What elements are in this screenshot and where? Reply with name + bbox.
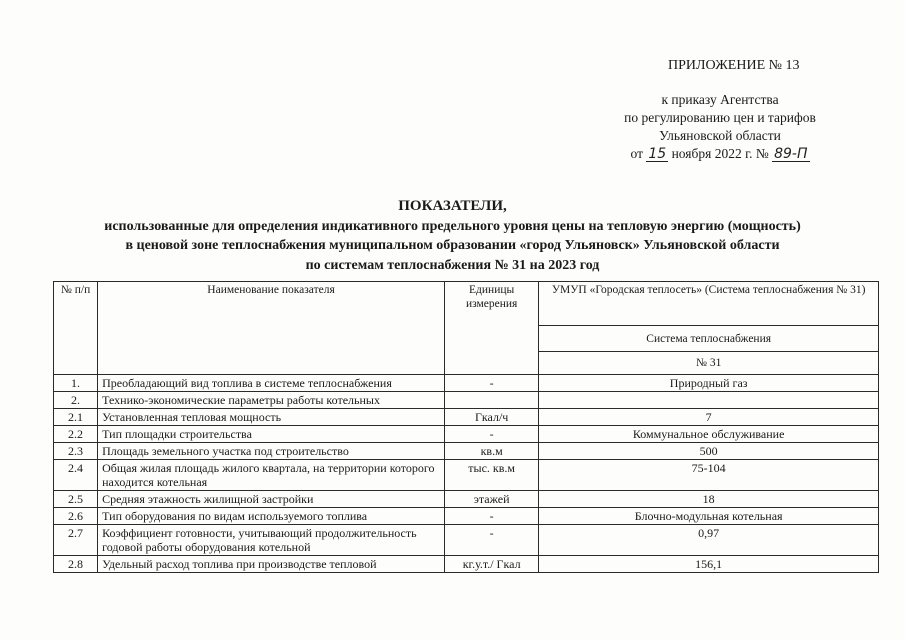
- header-name: Наименование показателя: [98, 282, 445, 375]
- row-name-cell: Тип площадки строительства: [98, 426, 445, 443]
- row-name-cell: Средняя этажность жилищной застройки: [98, 491, 445, 508]
- header-num: № п/п: [54, 282, 98, 375]
- header-unit: Единицы измерения: [444, 282, 538, 375]
- handwritten-order-number: 89-П: [774, 146, 808, 162]
- order-line-1: к приказу Агентства: [661, 92, 779, 107]
- date-prefix: от: [630, 146, 643, 161]
- row-unit-cell: -: [444, 426, 538, 443]
- row-unit-cell: Гкал/ч: [444, 409, 538, 426]
- table-row: [54, 392, 879, 409]
- row-name-cell: Установленная тепловая мощность: [98, 409, 445, 426]
- title-line-4: по системам теплоснабжения № 31 на 2023 год: [305, 257, 600, 273]
- row-name-cell: Площадь земельного участка под строительство: [98, 443, 445, 460]
- header-system-no: № 31: [539, 352, 879, 375]
- row-unit-cell: этажей: [444, 491, 538, 508]
- row-value-cell: [539, 392, 879, 409]
- row-value-cell: Природный газ: [539, 375, 879, 392]
- row-num-cell: 1.: [54, 375, 98, 392]
- row-value-cell: 500: [539, 443, 879, 460]
- row-value-cell: 156,1: [539, 556, 879, 573]
- document-title: [60, 197, 845, 275]
- header-org: УМУП «Городская теплосеть» (Система теплоснабжения № 31): [539, 282, 879, 326]
- row-name-cell: Технико-экономические параметры работы котельных: [98, 392, 445, 409]
- row-num-cell: 2.2: [54, 426, 98, 443]
- row-name-cell: Удельный расход топлива при производстве тепловой: [98, 556, 445, 573]
- order-line-2: по регулированию цен и тарифов: [624, 110, 816, 125]
- table-row: [54, 443, 879, 460]
- table-row: [54, 426, 879, 443]
- row-unit-cell: -: [444, 525, 538, 556]
- table-row: [54, 508, 879, 525]
- row-num-cell: 2.6: [54, 508, 98, 525]
- title-line-1: ПОКАЗАТЕЛИ,: [398, 198, 507, 214]
- row-unit-cell: -: [444, 375, 538, 392]
- table-row: [54, 525, 879, 556]
- row-num-cell: 2.: [54, 392, 98, 409]
- row-name-cell: Общая жилая площадь жилого квартала, на территории которого находится котельная: [98, 460, 445, 491]
- row-num-cell: 2.8: [54, 556, 98, 573]
- title-line-3: в ценовой зоне теплоснабжения муниципальном образовании «город Ульяновск» Ульяновской области: [125, 238, 780, 253]
- row-unit-cell: [444, 392, 538, 409]
- row-name-cell: Тип оборудования по видам используемого топлива: [98, 508, 445, 525]
- row-num-cell: 2.1: [54, 409, 98, 426]
- row-name-cell: Преобладающий вид топлива в системе теплоснабжения: [98, 375, 445, 392]
- date-rest: ноября 2022 г. №: [671, 146, 769, 161]
- handwritten-day: 15: [648, 146, 667, 162]
- table-row: [54, 409, 879, 426]
- row-value-cell: 7: [539, 409, 879, 426]
- order-line-3: Ульяновской области: [659, 128, 781, 143]
- row-num-cell: 2.5: [54, 491, 98, 508]
- table-header-row: [54, 282, 879, 326]
- row-num-cell: 2.4: [54, 460, 98, 491]
- title-line-2: использованные для определения индикативного предельного уровня цены на тепловую энергию (мощность): [104, 218, 801, 234]
- row-num-cell: 2.7: [54, 525, 98, 556]
- row-value-cell: 75-104: [539, 460, 879, 491]
- appendix-label: ПРИЛОЖЕНИЕ № 13: [668, 58, 800, 73]
- table-row: [54, 375, 879, 392]
- header-system: Система теплоснабжения: [539, 326, 879, 352]
- row-value-cell: 0,97: [539, 525, 879, 556]
- row-unit-cell: кв.м: [444, 443, 538, 460]
- row-name-cell: Коэффициент готовности, учитывающий продолжительность годовой работы оборудования котельной: [98, 525, 445, 556]
- row-unit-cell: -: [444, 508, 538, 525]
- order-date-line: [560, 145, 880, 163]
- table-row: [54, 460, 879, 491]
- order-reference: [560, 91, 880, 163]
- row-unit-cell: тыс. кв.м: [444, 460, 538, 491]
- row-value-cell: 18: [539, 491, 879, 508]
- table-row: [54, 556, 879, 573]
- row-unit-cell: кг.у.т./ Гкал: [444, 556, 538, 573]
- indicators-table: [53, 281, 879, 573]
- row-value-cell: Коммунальное обслуживание: [539, 426, 879, 443]
- table-row: [54, 491, 879, 508]
- row-num-cell: 2.3: [54, 443, 98, 460]
- row-value-cell: Блочно-модульная котельная: [539, 508, 879, 525]
